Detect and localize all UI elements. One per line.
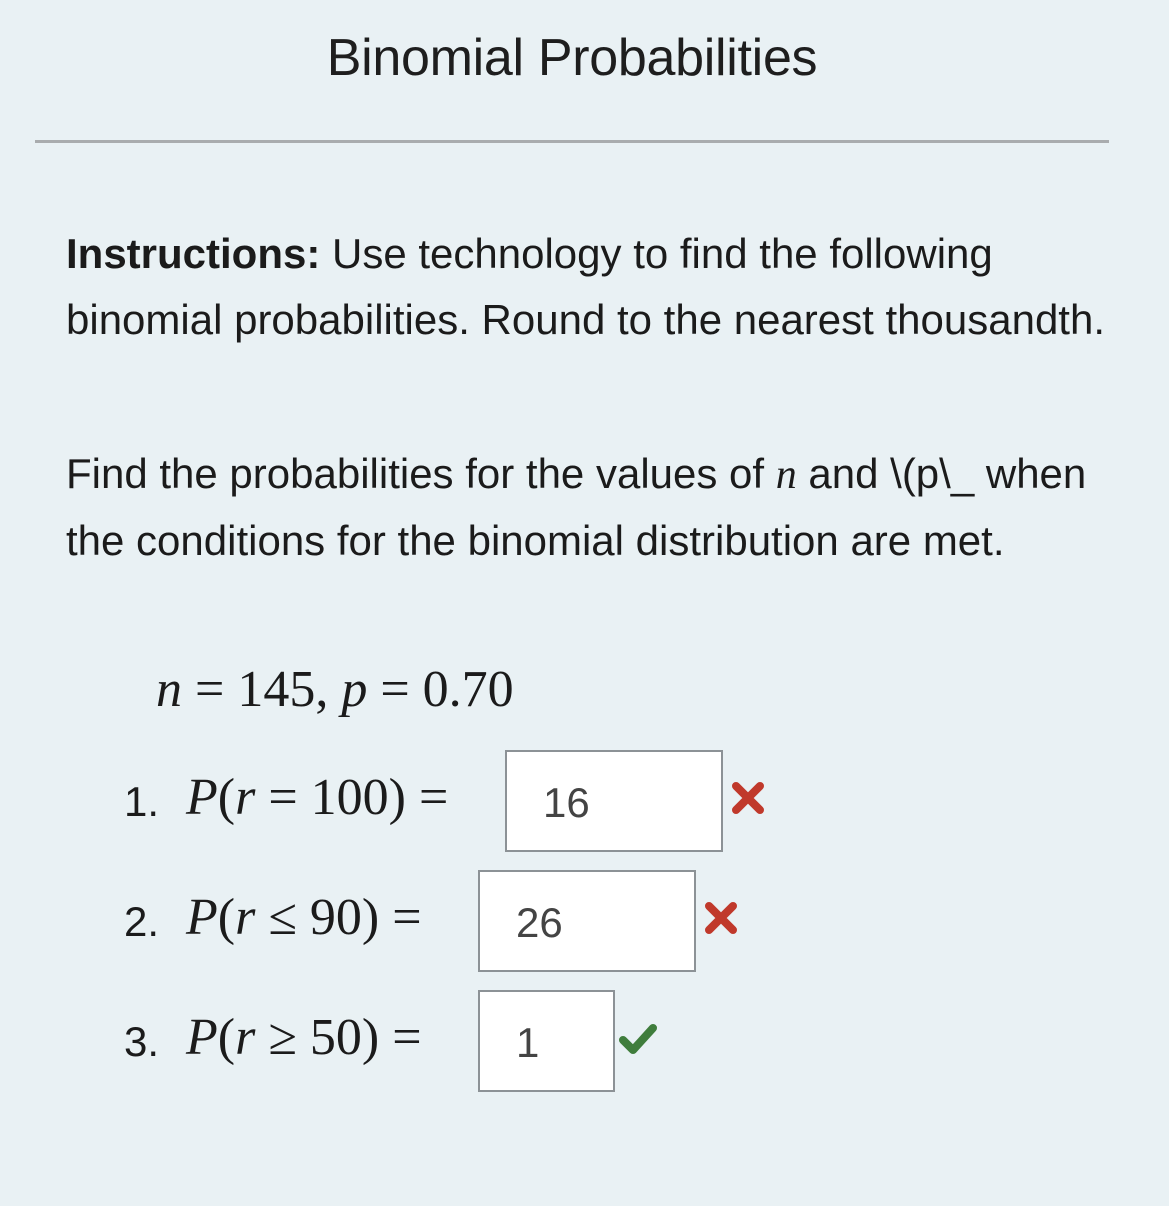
- question-expression: [186, 1008, 422, 1067]
- param-n-value: = 145,: [182, 661, 342, 718]
- checkmark-icon: [618, 1020, 658, 1056]
- variable-r: r: [235, 889, 256, 946]
- answer-input-2[interactable]: 26: [478, 870, 696, 972]
- prob-symbol: P: [186, 1009, 218, 1066]
- condition: = 100) =: [255, 769, 449, 826]
- variable-r: r: [235, 1009, 256, 1066]
- question-expression: [186, 768, 448, 827]
- question-number: 1.: [124, 778, 160, 825]
- question-number: 3.: [124, 1018, 160, 1065]
- question-number: 2.: [124, 898, 160, 945]
- close-icon: [703, 900, 739, 936]
- find-text-b: and \(p\_ when the conditions for the binomial distribution are met.: [66, 450, 1087, 564]
- answer-input-1[interactable]: 16: [505, 750, 723, 852]
- find-text-a: Find the probabilities for the values of: [66, 450, 776, 497]
- instructions-label: Instructions:: [66, 230, 321, 277]
- instructions-paragraph: [66, 221, 1126, 353]
- param-p-value: = 0.70: [367, 661, 514, 718]
- open-paren: (: [217, 889, 236, 946]
- close-icon: [730, 780, 766, 816]
- param-n-var: n: [156, 661, 182, 718]
- title-divider: [35, 140, 1109, 143]
- variable-r: r: [235, 769, 256, 826]
- prob-symbol: P: [186, 769, 218, 826]
- question-expression: [186, 888, 422, 947]
- open-paren: (: [217, 769, 236, 826]
- instructions-text: Use technology to find the following binomial probabilities. Round to the nearest thousandth.: [66, 230, 1106, 343]
- prob-symbol: P: [186, 889, 218, 946]
- answer-input-3[interactable]: 1: [478, 990, 615, 1092]
- find-paragraph: [66, 441, 1126, 574]
- open-paren: (: [217, 1009, 236, 1066]
- condition: ≥ 50) =: [255, 1009, 422, 1066]
- variable-n: n: [775, 452, 797, 498]
- parameters-expression: [156, 660, 514, 719]
- page-title: Binomial Probabilities: [326, 29, 818, 87]
- condition: ≤ 90) =: [255, 889, 422, 946]
- param-p-var: p: [341, 661, 368, 718]
